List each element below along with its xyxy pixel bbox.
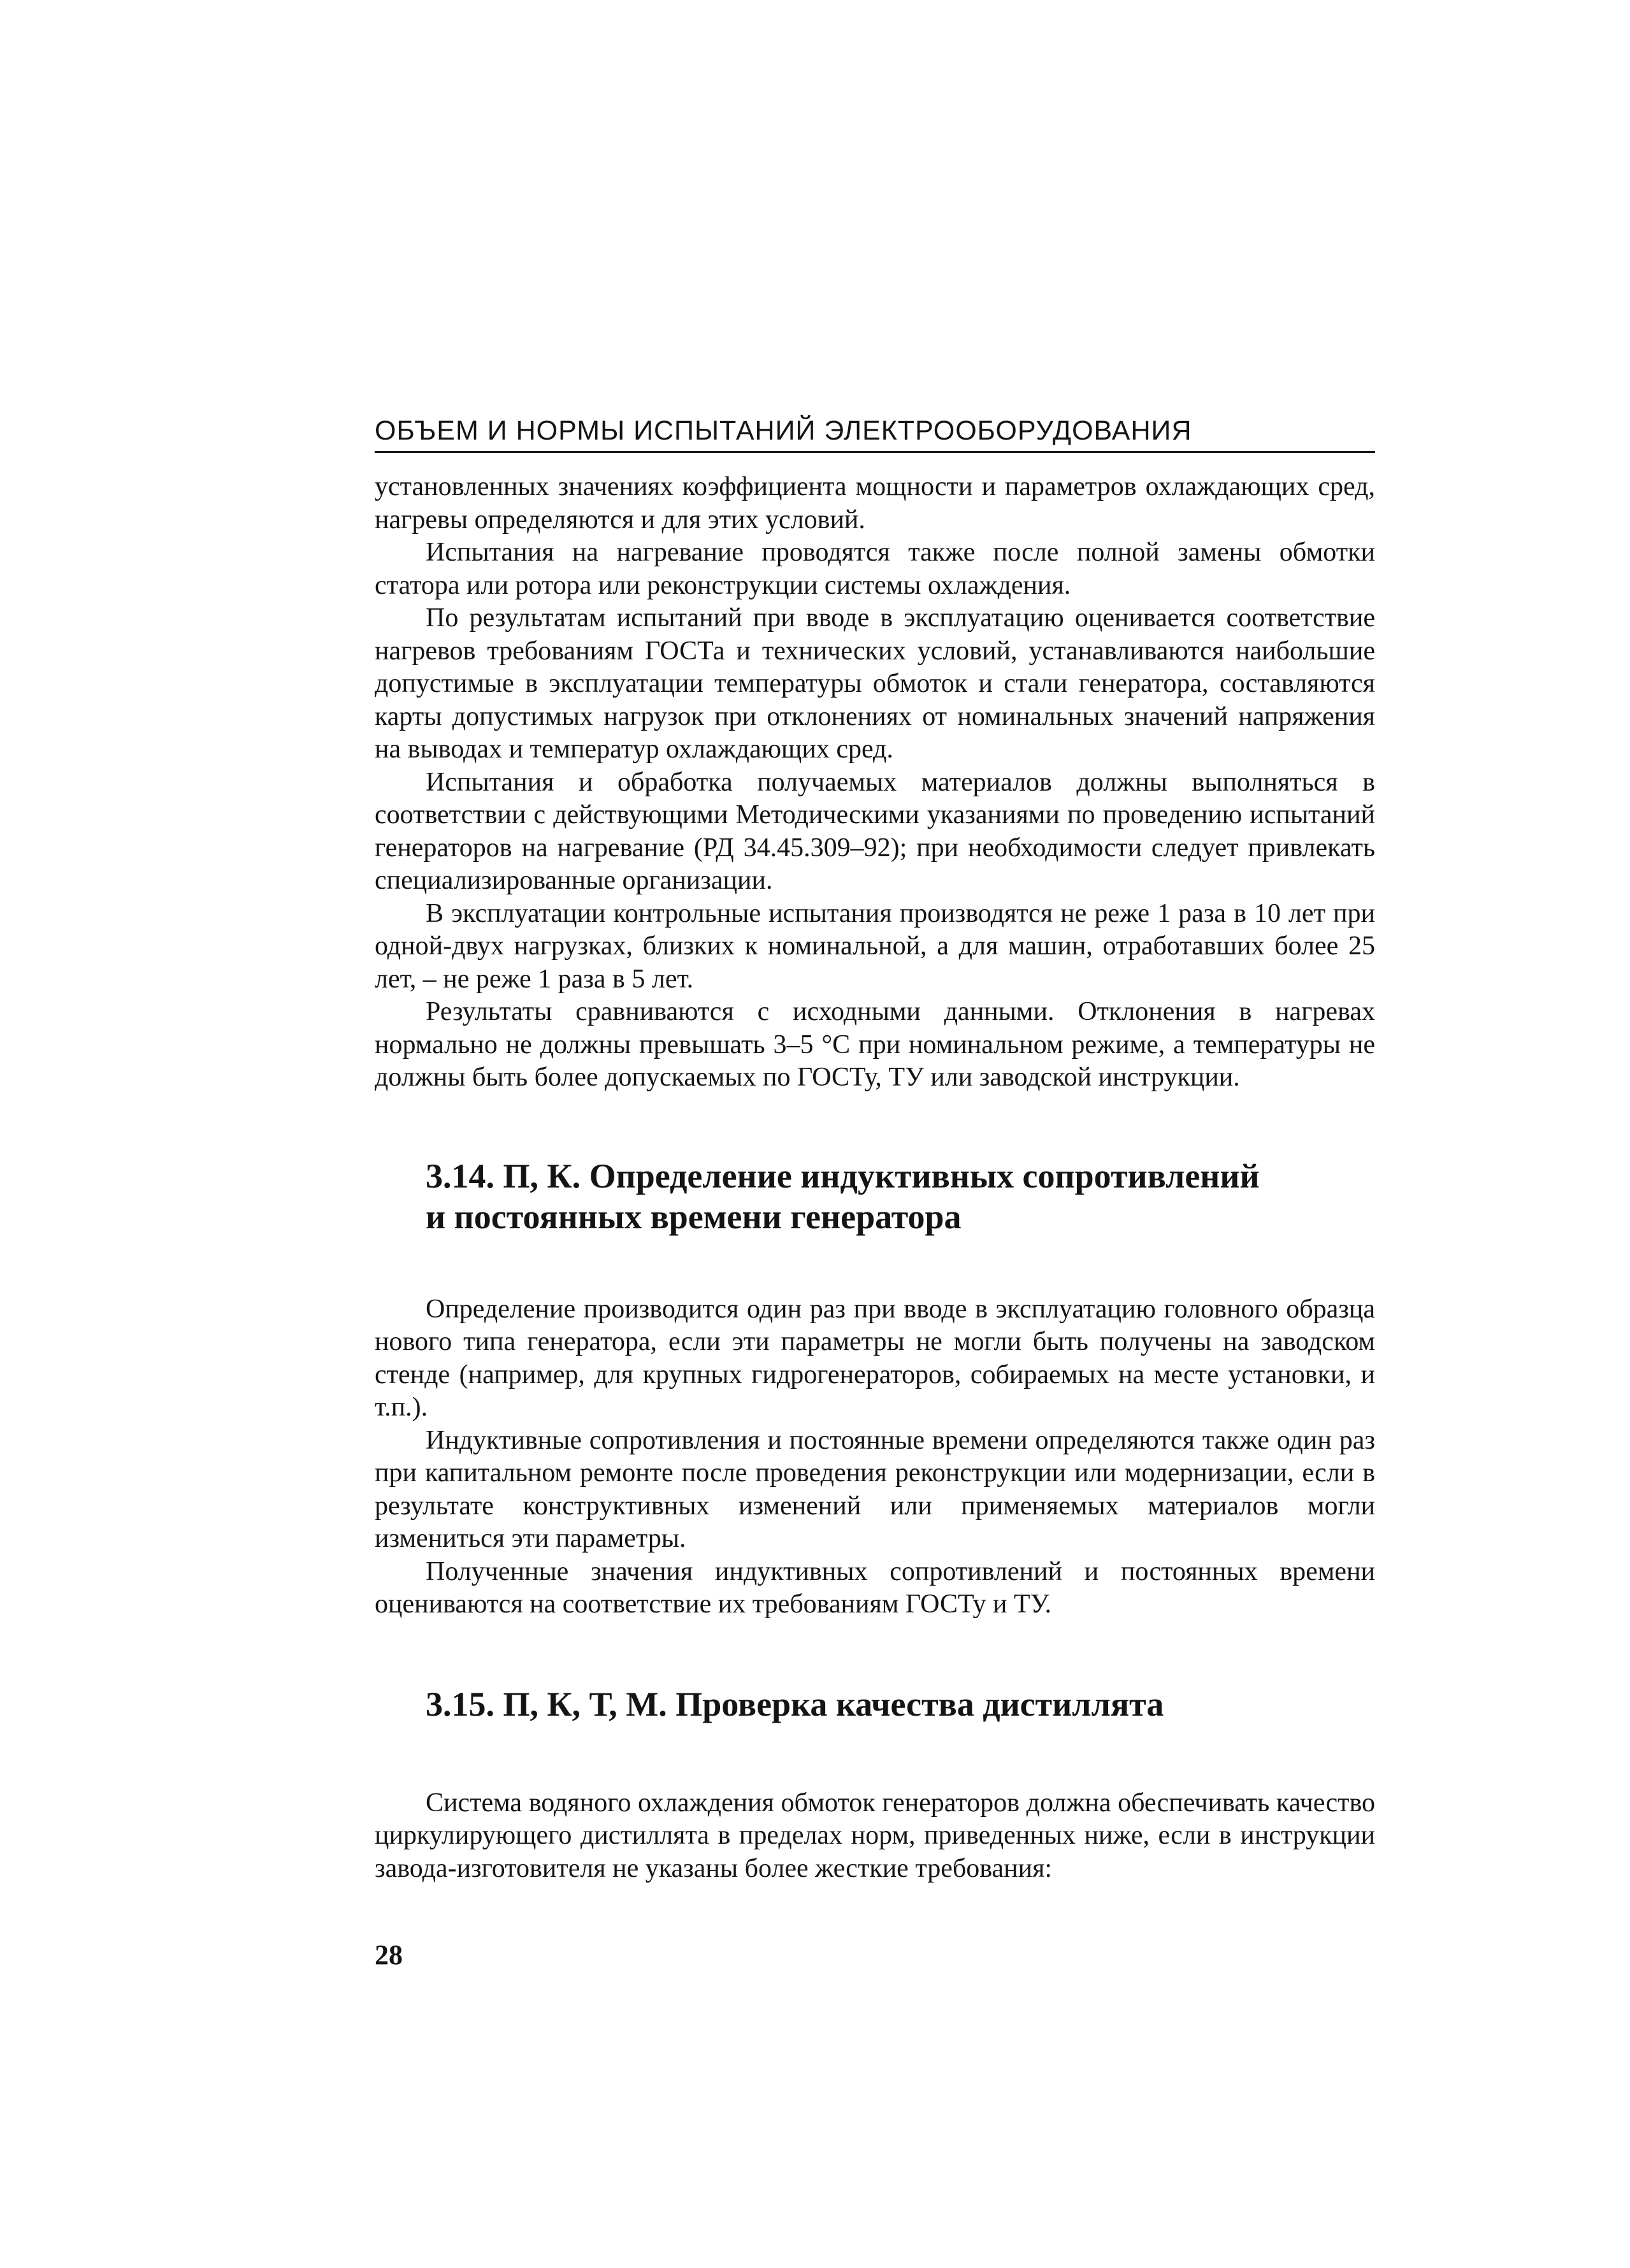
- paragraph: Испытания и обработка получаемых материалов должны выполняться в соответствии с действующими Методическими указаниями по проведению испытаний генераторов на нагревание (РД 34.45.309–92); при необходимости следует привлекать специализированные организации.: [375, 767, 1375, 895]
- section-heading-line: 3.15. П, К, Т, М. Проверка качества дистиллята: [426, 1684, 1164, 1723]
- paragraph: В эксплуатации контрольные испытания производятся не реже 1 раза в 10 лет при одной-двух нагрузках, близких к номинальной, а для машин, отработавших более 25 лет, – не реже 1 раза в 5 лет.: [375, 898, 1375, 994]
- paragraph: Полученные значения индуктивных сопротивлений и постоянных времени оцениваются на соответствие их требованиям ГОСТу и ТУ.: [375, 1556, 1375, 1619]
- section-3-15-heading: [375, 1684, 1375, 1725]
- paragraph: установленных значениях коэффициента мощности и параметров охлаждающих сред, нагревы определяются и для этих условий.: [375, 472, 1375, 535]
- section-heading-line: и постоянных времени генератора: [426, 1197, 962, 1236]
- document-page: [375, 414, 1375, 1972]
- paragraph: Испытания на нагревание проводятся также после полной замены обмотки статора или ротора или реконструкции системы охлаждения.: [375, 538, 1375, 600]
- paragraph: Индуктивные сопротивления и постоянные времени определяются также один раз при капитальном ремонте после проведения реконструкции или модернизации, если в результате конструктивных изменений или применяемых материалов могли измениться эти параметры.: [375, 1425, 1375, 1553]
- paragraph: Определение производится один раз при вводе в эксплуатацию головного образца нового типа генератора, если эти параметры не могли быть получены на заводском стенде (например, для крупных гидрогенераторов, собираемых на месте установки, и т.п.).: [375, 1294, 1375, 1422]
- running-head: ОБЪЕМ И НОРМЫ ИСПЫТАНИЙ ЭЛЕКТРООБОРУДОВАНИЯ: [375, 414, 1375, 453]
- paragraph: По результатам испытаний при вводе в эксплуатацию оценивается соответствие нагревов требованиям ГОСТа и технических условий, устанавливаются наибольшие допустимые в эксплуатации температуры обмоток и стали генератора, составляются карты допустимых нагрузок при отклонениях от номинальных значений напряжения на выводах и температур охлаждающих сред.: [375, 603, 1375, 764]
- paragraph: Система водяного охлаждения обмоток генераторов должна обеспечивать качество циркулирующего дистиллята в пределах норм, приведенных ниже, если в инструкции завода-изготовителя не указаны более жесткие требования:: [375, 1788, 1375, 1883]
- section-3-14-heading: [375, 1156, 1375, 1237]
- paragraph: Результаты сравниваются с исходными данными. Отклонения в нагревах нормально не должны превышать 3–5 °С при номинальном режиме, а температуры не должны быть более допускаемых по ГОСТу, ТУ или заводской инструкции.: [375, 997, 1375, 1092]
- page-number: 28: [375, 1939, 403, 1970]
- section-heading-line: 3.14. П, К. Определение индуктивных сопротивлений: [426, 1156, 1260, 1195]
